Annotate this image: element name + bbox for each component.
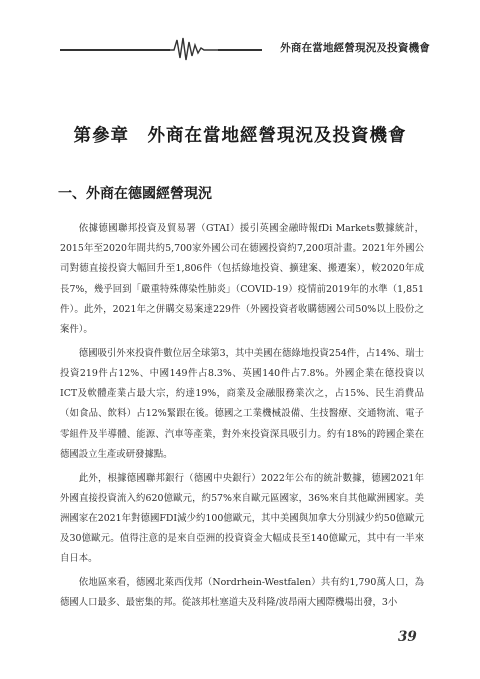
- heartbeat-wave-icon: [168, 36, 220, 62]
- paragraph: 依地區來看，德國北萊西伐邦（Nordrhein-Westfalen）共有約1,790萬人口，為德國人口最多、最密集的邦。從該邦杜塞道夫及科隆/波昂兩大國際機場出發，3小: [60, 577, 424, 609]
- chapter-title: 第參章 外商在當地經營現況及投資機會: [73, 126, 407, 146]
- page-number: 39: [398, 629, 417, 645]
- section-title: 一、外商在德國經營現況: [58, 186, 212, 202]
- paragraph: 德國吸引外來投資件數位居全球第3，其中美國在德綠地投資254件，占14%、瑞士投資219件占12%、中國149件占8.3%、英國140件占7.8%。外國企業在德投資以ICT及軟體產業占最大宗，約達19%，商業及金融服務業次之，占15%、民生消費品（如食品、飲料）占12%緊跟在後。德國之工業機械設備、生技醫療、交通物流、電子零組件及半導體、能源、汽車等產業，對外來投資深具吸引力。約有18%的跨國企業在德國設立生產或研發據點。: [60, 347, 424, 460]
- paragraph: 此外，根據德國聯邦銀行（德國中央銀行）2022年公布的統計數據，德國2021年外國直接投資流入約620億歐元，約57%來自歐元區國家，36%來自其他歐洲國家。美洲國家在2021年對德國FDI減少約100億歐元，其中美國與加拿大分別減少約50億歐元及30億歐元。值得注意的是來自亞洲的投資資金大幅成長至140億歐元，其中有一半來自日本。: [60, 472, 424, 565]
- paragraph: 依據德國聯邦投資及貿易署（GTAI）援引英國金融時報fDi Markets數據統計，2015年至2020年間共約5,700家外國公司在德國投資約7,200項計畫。2021年外國公司對德直接投資大幅回升至1,806件（包括綠地投資、擴建案、搬遷案），較2020年成長7%，幾乎回到「嚴重特殊傳染性肺炎」（COVID-19）疫情前2019年的水準（1,851件）。此外，2021年之併購交易案達229件（外國投資者收購德國公司50%以上股份之案件）。: [60, 223, 424, 336]
- header-rule-left: [60, 49, 170, 51]
- body-text: [60, 219, 424, 617]
- running-header: [0, 36, 480, 62]
- running-title: 外商在當地經營現況及投資機會: [262, 39, 430, 57]
